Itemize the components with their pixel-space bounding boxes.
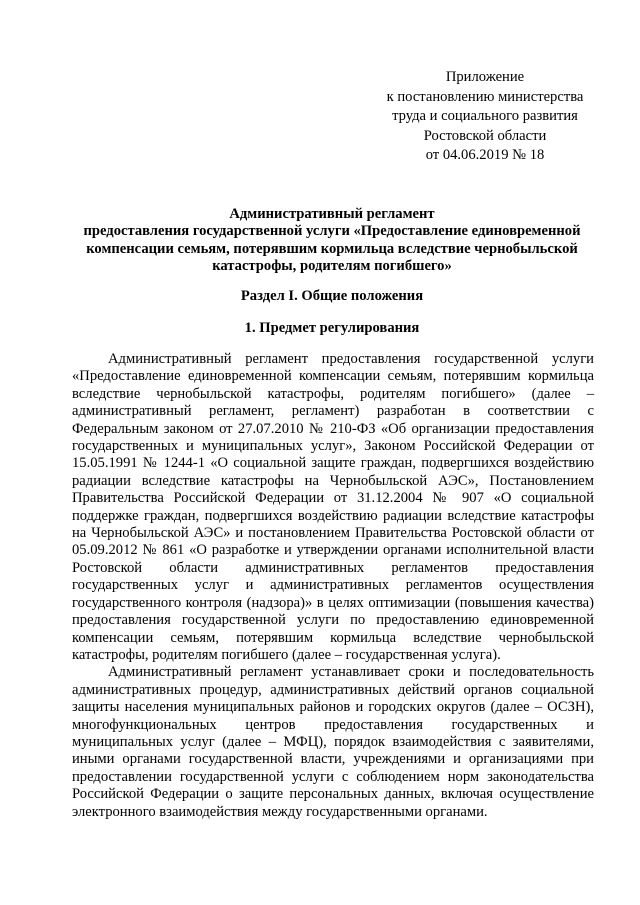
document-title [72,206,592,276]
appendix-line: к постановлению министерства [386,88,584,105]
title-line: предоставления государственной услуги «Предоставление единовременной [83,223,581,240]
appendix-line: Приложение [445,69,525,85]
appendix-line: от 04.06.2019 № 18 [425,147,545,164]
title-line: Административный регламент [229,206,435,222]
body-text [72,351,594,821]
paragraph: Административный регламент предоставления государственной услуги «Предоставление единовременной компенсации семьям, потерявшим кормильца вследствие чернобыльской катастрофы, родителям погибшего» (далее – административный регламент, регламент) разработан в соответствии с Федеральным законом от 27.07.2010 № 210-ФЗ «Об организации предоставления государственных и муниципальных услуг», Законом Российской Федерации от 15.05.1991 № 1244-1 «О социальной защите граждан, подвергшихся воздействию радиации вследствие катастрофы на Чернобыльской АЭС», Постановлением Правительства Российской Федерации от 31.12.2004 № 907 «О социальной поддержке граждан, подвергшихся воздействию радиации вследствие катастрофы на Чернобыльской АЭС» и постановлением Правительства Ростовской области от 05.09.2012 № 861 «О разработке и утверждении органами исполнительной власти Ростовской области административных регламентов предоставления государственных услуг и административных регламентов осуществления государственного контроля (надзора)» в целях оптимизации (повышения качества) предоставления государственной услуги по предоставлению единовременной компенсации семьям, потерявшим кормильца вследствие чернобыльской катастрофы, родителям погибшего (далее – государственная услуга). [72,351,594,663]
subsection-heading: 1. Предмет регулирования [244,320,420,336]
appendix-line: Ростовской области [423,127,547,144]
paragraph: Административный регламент устанавливает сроки и последовательность административных процедур, административных действий органов социальной защиты населения муниципальных районов и городских округов (далее – ОСЗН), многофункциональных центров предоставления государственных и муниципальных услуг (далее – МФЦ), порядок взаимодействия с заявителями, иными органами государственной власти, учреждениями и организациями при предоставлении государственной услуги с соблюдением норм законодательства Российской Федерации о защите персональных данных, включая осуществление электронного взаимодействия между государственными органами. [72,664,594,820]
section-heading: Раздел I. Общие положения [240,288,424,304]
title-line: компенсации семьям, потерявшим кормильца вследствие чернобыльской [86,240,578,257]
appendix-block [360,68,610,166]
appendix-line: труда и социального развития [392,108,578,125]
title-line: катастрофы, родителям погибшего» [212,258,452,275]
